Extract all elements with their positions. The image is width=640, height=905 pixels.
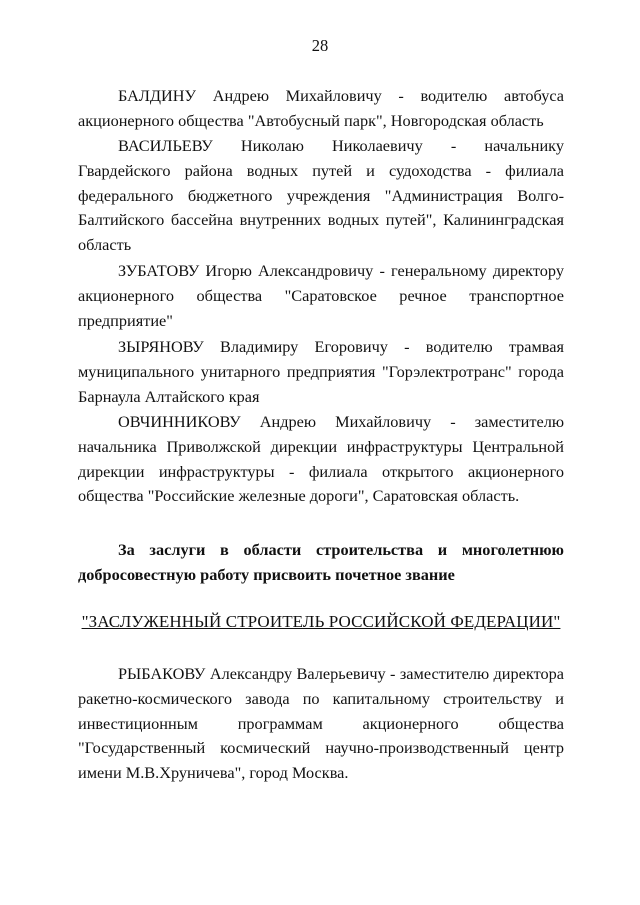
entry-surname: ЗЫРЯНОВУ (118, 337, 204, 356)
entry-zyryanov (78, 335, 564, 409)
entry-ovchinnikov (78, 410, 564, 509)
entry-details: Андрею Михайловичу - заместителю начальника Приволжской дирекции инфраструктуры Центральной дирекции инфраструктуры - филиала открытого акционерного общества "Российские железные дороги", Саратовская область. (78, 412, 564, 506)
entry-details: Андрею Михайловичу - водителю автобуса акционерного общества "Автобусный парк", Новгородская область (78, 86, 564, 130)
award-statement: За заслуги в области строительства и многолетнюю добросовестную работу присвоить почетное звание (78, 540, 564, 584)
entry-surname: ВАСИЛЬЕВУ (118, 136, 213, 155)
entry-surname: ЗУБАТОВУ (118, 261, 200, 280)
entry-details: Игорю Александровичу - генеральному директору акционерного общества "Саратовское речное транспортное предприятие" (78, 261, 564, 330)
entry-vasiliev (78, 134, 564, 258)
entry-details: Николаю Николаевичу - начальнику Гвардейского района водных путей и судоходства - филиала федерального бюджетного учреждения "Администрация Волго-Балтийского бассейна внутренних водных путей", Калининградская область (78, 136, 564, 255)
entry-surname: БАЛДИНУ (118, 86, 197, 105)
entry-details: Владимиру Егоровичу - водителю трамвая муниципального унитарного предприятия "Горэлектротранс" города Барнаула Алтайского края (78, 337, 564, 406)
entry-details: Александру Валерьевичу - заместителю директора ракетно-космического завода по капитальному строительству и инвестиционным программам акционерного общества "Государственный космический научно-производственный центр имени М.В.Хруничева", город Москва. (78, 664, 564, 783)
entry-zubatov (78, 259, 564, 333)
page-number: 28 (311, 36, 329, 55)
entry-surname: ОВЧИННИКОВУ (118, 412, 241, 431)
entry-baldin (78, 84, 564, 134)
entry-surname: РЫБАКОВУ (118, 664, 206, 683)
honorary-title: "ЗАСЛУЖЕННЫЙ СТРОИТЕЛЬ РОССИЙСКОЙ ФЕДЕРАЦИИ" (81, 612, 561, 631)
entry-rybakov (78, 662, 564, 786)
